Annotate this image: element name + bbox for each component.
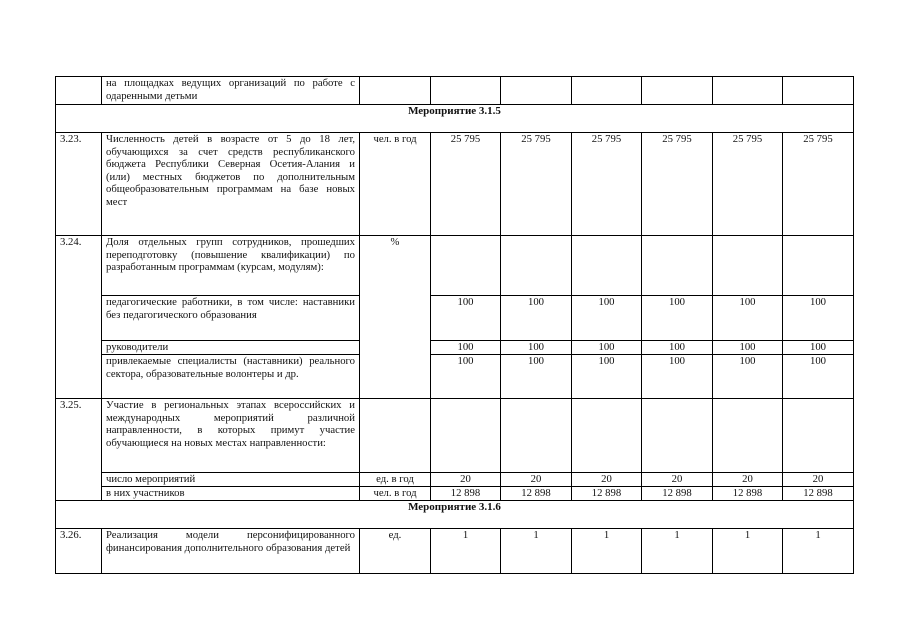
value-cell: 100 (431, 341, 501, 355)
value-cell: 100 (501, 296, 572, 341)
value-cell: 12 898 (642, 487, 713, 501)
value-cell (501, 77, 572, 105)
row-number-cell (56, 77, 102, 105)
value-cell: 20 (572, 473, 642, 487)
indicator-subitem: привлекаемые специалисты (наставники) реального сектора, образовательные волонтеры и др. (102, 355, 360, 399)
row-number: 3.23. (56, 133, 102, 236)
indicator-subitem: число мероприятий (102, 473, 360, 487)
unit-cell (360, 77, 431, 105)
value-cell (431, 236, 501, 296)
value-cell: 100 (713, 355, 783, 399)
value-cell (713, 399, 783, 473)
value-cell: 100 (572, 296, 642, 341)
value-cell (642, 399, 713, 473)
unit-cell: чел. в год (360, 487, 431, 501)
unit-cell: ед. (360, 529, 431, 574)
value-cell: 1 (572, 529, 642, 574)
value-cell: 1 (783, 529, 854, 574)
value-cell: 12 898 (713, 487, 783, 501)
indicator-description: Реализация модели персонифицированного финансирования дополнительного образования детей (102, 529, 360, 574)
table-row (56, 341, 854, 355)
table-row (56, 77, 854, 105)
value-cell: 100 (783, 355, 854, 399)
value-cell: 1 (713, 529, 783, 574)
value-cell: 25 795 (642, 133, 713, 236)
unit-cell (360, 399, 431, 473)
indicator-description: на площадках ведущих организаций по работе с одаренными детьми (102, 77, 360, 105)
value-cell: 100 (713, 341, 783, 355)
value-cell: 100 (572, 355, 642, 399)
value-cell (642, 236, 713, 296)
value-cell: 12 898 (783, 487, 854, 501)
table-row (56, 296, 854, 341)
indicator-subitem: педагогические работники, в том числе: наставники без педагогического образования (102, 296, 360, 341)
value-cell: 12 898 (431, 487, 501, 501)
value-cell (431, 399, 501, 473)
value-cell: 12 898 (572, 487, 642, 501)
value-cell: 20 (713, 473, 783, 487)
indicator-description: Участие в региональных этапах всероссийских и международных мероприятий различной направленности, в которых примут участие обучающиеся на новых местах направленности: (102, 399, 360, 473)
value-cell: 20 (431, 473, 501, 487)
value-cell: 100 (642, 296, 713, 341)
value-cell (783, 77, 854, 105)
table-row (56, 355, 854, 399)
row-number: 3.25. (56, 399, 102, 501)
value-cell: 100 (783, 296, 854, 341)
unit-cell: % (360, 236, 431, 399)
indicator-description: Доля отдельных групп сотрудников, прошедших переподготовку (повышение квалификации) по разработанным программам (курсам, модулям): (102, 236, 360, 296)
value-cell: 1 (431, 529, 501, 574)
indicator-subitem: в них участников (102, 487, 360, 501)
table-row (56, 473, 854, 487)
value-cell (501, 399, 572, 473)
document-page (55, 76, 854, 574)
value-cell: 100 (501, 341, 572, 355)
value-cell (501, 236, 572, 296)
value-cell (431, 77, 501, 105)
row-number: 3.26. (56, 529, 102, 574)
table-row (56, 487, 854, 501)
unit-cell: ед. в год (360, 473, 431, 487)
section-title: Мероприятие 3.1.6 (56, 501, 854, 529)
indicators-table (55, 76, 854, 574)
value-cell: 12 898 (501, 487, 572, 501)
value-cell: 1 (642, 529, 713, 574)
value-cell: 20 (501, 473, 572, 487)
section-title: Мероприятие 3.1.5 (56, 105, 854, 133)
value-cell: 100 (783, 341, 854, 355)
value-cell: 25 795 (501, 133, 572, 236)
section-header-row (56, 105, 854, 133)
value-cell: 100 (713, 296, 783, 341)
value-cell: 25 795 (572, 133, 642, 236)
value-cell: 100 (431, 355, 501, 399)
value-cell: 100 (431, 296, 501, 341)
value-cell: 1 (501, 529, 572, 574)
value-cell: 100 (501, 355, 572, 399)
table-row (56, 133, 854, 236)
value-cell: 25 795 (783, 133, 854, 236)
value-cell (713, 236, 783, 296)
section-header-row (56, 501, 854, 529)
table-row (56, 399, 854, 473)
indicator-subitem: руководители (102, 341, 360, 355)
indicator-description: Численность детей в возрасте от 5 до 18 лет, обучающихся за счет средств республиканского бюджета Республики Северная Осетия-Алания и (или) местных бюджетов по дополнительным общеобразовательным программам на базе новых мест (102, 133, 360, 236)
value-cell: 100 (642, 355, 713, 399)
row-number: 3.24. (56, 236, 102, 399)
value-cell (572, 77, 642, 105)
table-row (56, 529, 854, 574)
value-cell: 100 (642, 341, 713, 355)
table-row (56, 236, 854, 296)
value-cell (572, 236, 642, 296)
value-cell (572, 399, 642, 473)
unit-cell: чел. в год (360, 133, 431, 236)
value-cell: 25 795 (431, 133, 501, 236)
value-cell: 25 795 (713, 133, 783, 236)
value-cell: 20 (642, 473, 713, 487)
value-cell (642, 77, 713, 105)
value-cell (783, 399, 854, 473)
value-cell (713, 77, 783, 105)
value-cell: 20 (783, 473, 854, 487)
value-cell (783, 236, 854, 296)
value-cell: 100 (572, 341, 642, 355)
